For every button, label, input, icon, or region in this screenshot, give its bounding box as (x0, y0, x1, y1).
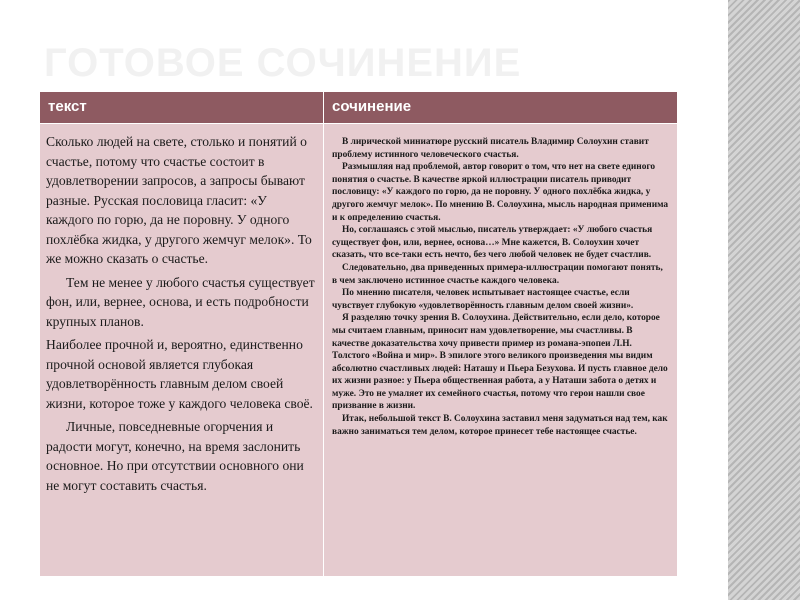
text-paragraph: Сколько людей на свете, столько и понятий о счастье, потому что счастье состоит в удовлетворении запросов, а запросы бывают разные. Русская пословица гласит: «У каждого по горю, да не поровну. У одного похлёбка жидка, у другого жемчуг мелок». То же можно сказать о счастье. (46, 134, 312, 266)
essay-paragraph: Я разделяю точку зрения В. Солоухина. Действительно, если дело, которое мы считаем главным, приносит нам удовлетворение, мы счастливы. В качестве доказательства хочу привести пример из романа-эпопеи Л.Н. Толстого «Война и мир». В эпилоге этого великого произведения мы видим абсолютно счастливых людей: Наташу и Пьера Безухова. И пусть главное дело их жизни разное: у Пьера общественная работа, а у Наташи забота о детях и муже. Это не умаляет их семейного счастья, потому что герои нашли свое призвание в жизни. (332, 313, 668, 412)
essay-paragraph: Размышляя над проблемой, автор говорит о том, что нет на свете единого понятия о счастье. В качестве яркой иллюстрации писатель приводит пословицу: «У каждого по горю, да не поровну. У одного похлёбка жидка, у другого жемчуг мелок». По мнению В. Солоухина, мысль народная применима и к определению счастья. (332, 162, 669, 223)
source-text-cell (40, 123, 323, 576)
header-essay: сочинение (323, 92, 677, 123)
decorative-stripes (728, 0, 800, 600)
essay-paragraph: Следовательно, два приведенных примера-иллюстрации помогают понять, в чем заключено истинное счастье каждого человека. (332, 262, 663, 286)
essay-paragraph: Итак, небольшой текст В. Солоухина заставил меня задуматься над тем, как важно заниматься тем делом, которое принесет тебе настоящее счастье. (332, 414, 668, 437)
text-paragraph: Тем не менее у любого счастья существует фон, или, вернее, основа, и есть подробности крупных планов. (46, 274, 315, 329)
essay-paragraph: Но, соглашаясь с этой мыслью, писатель утверждает: «У любого счастья существует фон, или, вернее, основа…» Мне кажется, В. Солоухин хочет сказать, что все-таки есть нечто, без чего любой человек не будет счастлив. (332, 225, 653, 261)
header-text: текст (40, 92, 323, 123)
slide-title: ГОТОВОЕ СОЧИНЕНИЕ (44, 41, 522, 85)
essay-paragraph: В лирической миниатюре русский писатель Владимир Солоухин ставит проблему истинного человеческого счастья. (332, 137, 649, 160)
essay-paragraph: По мнению писателя, человек испытывает настоящее счастье, если чувствует глубокую «удовлетворённость главным делом своей жизни». (332, 288, 634, 311)
text-paragraph: Наиболее прочной и, вероятно, единственно прочной основой является глубокая удовлетворённость главным делом своей жизни, которое тоже у каждого человека своё. (46, 337, 313, 411)
text-paragraph: Личные, повседневные огорчения и радости могут, конечно, на время заслонить основное. Но при отсутствии основного они не могут составить счастья. (46, 419, 304, 493)
content-table (40, 92, 677, 576)
essay-cell (323, 123, 677, 576)
